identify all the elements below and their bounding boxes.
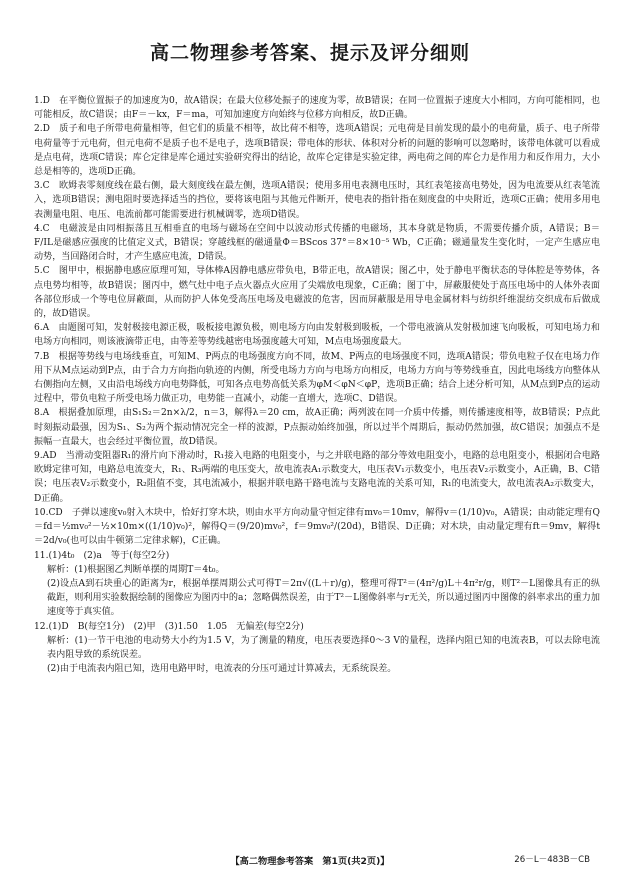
answer-item-1 <box>34 94 600 122</box>
answer-text: 5.C 图甲中，根据静电感应原理可知，导体棒A因静电感应带负电，B带正电，故A错误；图乙中，处于静电平衡状态的导体腔是等势体，各点电势均相等，故B错误；图丙中，燃气灶中电子点火器点火应用了尖端放电现象，C正确；图丁中，屏蔽服使处于高压电场中的人体外表面各部位形成一个等电位屏蔽面，从而防护人体免受高压电场及电磁波的危害，因而屏蔽服是用导电金属材料与纺织纤维混纺交织成布后做成的，故D错误。 <box>34 266 600 320</box>
answer-text: 12.(1)D B(每空1分) (2)甲 (3)1.50 1.05 无偏差(每空2分) <box>34 621 304 632</box>
answer-item-8 <box>34 406 600 449</box>
answer-item-6 <box>34 321 600 349</box>
answer-text: 8.A 根据叠加原理，由S₁S₂＝2n×λ/2，n＝3，解得λ＝20 cm，故A正确；两列波在同一介质中传播，则传播速度相等，故B错误；P点此时刻振动最强，因为S₁、S₂为两个振动情况完全一样的波源，P点振动始终加强，所以过半个周期后，振动仍然加强，故C错误；加强点不是振幅一直最大，也会经过平衡位置，故D错误。 <box>34 408 600 447</box>
answer-item-3 <box>34 179 600 222</box>
answer-text: 3.C 欧姆表零刻度线在最右侧，最大刻度线在最左侧，选项A错误；使用多用电表测电压时，其红表笔接高电势处，因为电流要从红表笔流入，选项B错误；测电阻时要选择适当的挡位，要将该电阻与其他元件断开，使电表的指针指在刻度盘的中央附近，选项C正确；使用多用电表测量电阻、电压、电流前都可能需要进行机械调零，选项D错误。 <box>34 181 600 220</box>
answer-text: 1.D 在平衡位置振子的加速度为0，故A错误；在最大位移处振子的速度为零，故B错误；在同一位置振子速度大小相同，方向可能相同，也可能相反，故C错误；由F＝－kx，F＝ma，可知加速度方向始终与位移方向相反，故D正确。 <box>34 96 600 121</box>
footer-page-label: 【高二物理参考答案 第1页(共2页)】 <box>230 856 390 867</box>
answer-text: 2.D 质子和电子所带电荷量相等，但它们的质量不相等，故比荷不相等，选项A错误；元电荷是目前发现的最小的电荷量，质子、电子所带电荷量等于元电荷，但元电荷不是质子也不是电子，选项B错误；带电体的形状、体积对分析的问题的影响可以忽略时，该带电体就可以看成是点电荷，选项C错误；库仑定律是库仑通过实验研究得出的结论，故库仑定律是实验定律，两电荷之间的库仑力是作用力和反作用力，大小总是相等的，选项D正确。 <box>34 124 600 178</box>
analysis-text: 解析：(1)根据图乙判断单摆的周期T＝4t₀。 <box>47 564 225 575</box>
answer-text: 9.AD 当滑动变阻器R₁的滑片向下滑动时，R₁接入电路的电阻变小，与之并联电路的部分等效电阻变小，电路的总电阻变小，根据闭合电路欧姆定律可知，电路总电流变大，R₁、R₃两端的电压变大，故电流表A₁示数变大，电压表V₁示数变小，电压表V₂示数变小，A正确，B、C错误；电压表V₂示数变小，R₂阻值不变，其电流减小，根据并联电路干路电流与支路电流的关系可知，R₁的电流变大，故电流表A₂示数变大，D正确。 <box>34 451 600 504</box>
answer-text: 10.CD 子弹以速度v₀射入木块中，恰好打穿木块，则由水平方向动量守恒定律有mv₀＝10mv，解得v＝(1/10)v₀，A错误；由动能定理有Q＝fd＝½mv₀²－½×10m×((1/10)v₀)²，解得Q＝(9/20)mv₀²，f＝9mv₀²/(20d)，B错误、D正确；对木块，由动量定理有ft＝9mv，解得t＝2d/v₀(也可以由牛顿第二定律求解)，C正确。 <box>34 507 600 547</box>
answer-item-4 <box>34 222 600 265</box>
page-title: 高二物理参考答案、提示及评分细则 <box>149 42 470 64</box>
footer-code: 26－L－483B－CB <box>514 855 590 865</box>
answer-item-10 <box>34 506 600 549</box>
analysis-text: (2)由于电流表内阻已知，选用电路甲时，电流表的分压可通过计算减去，无系统误差。 <box>47 664 397 675</box>
answer-item-9 <box>34 449 600 506</box>
analysis-text: 解析：(1)一节干电池的电动势大小约为1.5 V，为了测量的精度，电压表要选择0～3 V的量程，选择内阻已知的电流表B，可以去除电流表内阻导致的系统误差。 <box>47 635 600 660</box>
analysis-text: (2)设点A到石块重心的距离为r，根据单摆周期公式可得T＝2π√((L＋r)/g)，整理可得T²＝(4π²/g)L＋4π²r/g，则T²－L图像具有正的纵截距，则利用实验数据绘制的图像应为图丙中的a；忽略偶然误差，由于T²－L图像斜率与r无关，所以通过图丙中图像的斜率求出的重力加速度等于真实值。 <box>47 578 600 618</box>
answer-item-11 <box>34 549 600 620</box>
page-footer <box>0 853 620 869</box>
answer-text: 11.(1)4t₀ (2)a 等于(每空2分) <box>34 550 170 561</box>
answer-item-5 <box>34 264 600 321</box>
answer-list <box>34 94 600 676</box>
answer-text: 4.C 电磁波是由同相振荡且互相垂直的电场与磁场在空间中以波动形式传播的电磁场，其本身就是物质，不需要传播介质，A错误；B＝F/IL是磁感应强度的比值定义式，B错误；穿越线框的磁通量Φ＝BScos 37°＝8×10⁻⁵ Wb，C正确；磁通量发生变化时，一定产生感应电动势，当回路闭合时，才产生感应电流，D错误。 <box>34 223 600 263</box>
answer-text: 7.B 根据等势线与电场线垂直，可知M、P两点的电场强度方向不同，故M、P两点的电场强度不同，选项A错误；带负电粒子仅在电场力作用下从M点运动到P点，由于合力方向指向轨迹的内侧，所受电场力方向与电场方向相反，电场力方向与等势线垂直，因此电场线方向整体从右侧指向左侧，又由沿电场线方向电势降低，可知各点电势高低关系为φM＜φN＜φP，选项B正确；结合上述分析可知，从M点到P点的运动过程中，带负电粒子所受电场力做正功，电势能一直减小，动能一直增大，选项C、D错误。 <box>34 351 600 405</box>
answer-item-2 <box>34 122 600 179</box>
answer-item-12 <box>34 620 600 677</box>
answer-text: 6.A 由题图可知，发射极接电源正极，吸板接电源负极，则电场方向由发射极到吸板，一个带电液滴从发射极加速飞向吸板，可知电场力和电场方向相同，则该液滴带正电，由等差等势线越密电场强度越大可知，M点电场强度最大。 <box>34 323 600 348</box>
answer-item-7 <box>34 350 600 407</box>
